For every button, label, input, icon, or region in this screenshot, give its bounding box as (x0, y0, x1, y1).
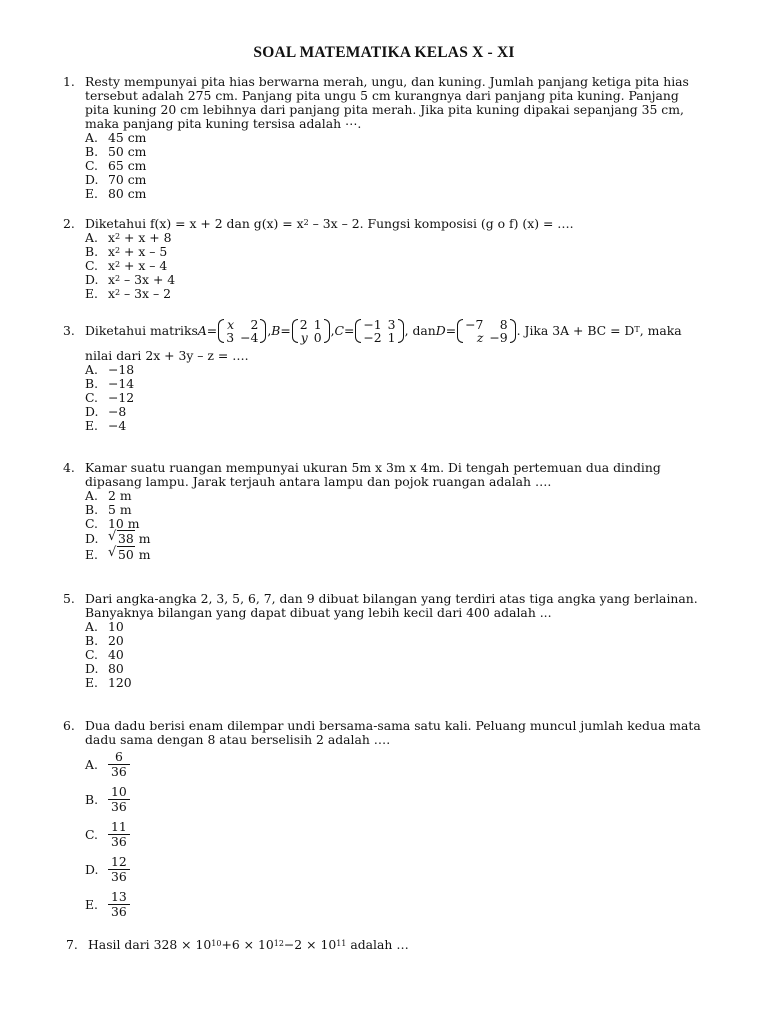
option-letter: C. (85, 390, 98, 405)
option-value: 80 cm (108, 186, 147, 201)
option-value: 10 m (108, 516, 140, 531)
option-d[interactable] (85, 273, 703, 287)
question-number: 7. (66, 937, 78, 952)
question-5 (63, 592, 703, 690)
option-d[interactable] (85, 405, 703, 419)
comma: , (267, 323, 272, 338)
option-c[interactable] (85, 648, 703, 662)
option-value: √ 38 m (108, 529, 151, 546)
option-value: 5 m (108, 502, 132, 517)
option-a[interactable] (85, 131, 703, 145)
text-part: . Jika 3A + BC = $D^T$, maka (516, 323, 682, 338)
text-part: – 3x – 2. Fungsi komposisi (g o f) (x) = …. (308, 216, 574, 231)
matrix-name: B (271, 323, 281, 338)
option-c[interactable] (85, 517, 703, 531)
option-e[interactable] (85, 547, 703, 563)
text-part: Diketahui f(x) = x + 2 dan g(x) = x (85, 216, 304, 231)
option-letter: E. (85, 186, 98, 201)
option-value: 2 m (108, 488, 132, 503)
option-letter: C. (85, 647, 98, 662)
equals-sign: = (445, 323, 457, 338)
option-value: 10 (108, 619, 124, 634)
equals-sign: = (280, 323, 291, 338)
option-list (85, 231, 703, 301)
option-letter: D. (85, 404, 99, 419)
text-part: , dan (404, 323, 436, 338)
fraction: $\frac{13}{36}$ (108, 890, 130, 919)
matrix-a: x 2 3 −4 (218, 318, 266, 344)
equals-sign: = (206, 323, 218, 338)
option-value: √ 50 m (108, 545, 151, 562)
option-d[interactable] (85, 852, 703, 887)
option-letter: B. (85, 244, 99, 259)
question-2 (63, 217, 703, 301)
option-value: 65 cm (108, 158, 147, 173)
option-e[interactable] (85, 187, 703, 201)
option-list (85, 747, 703, 922)
question-text: Dua dadu berisi enam dilempar undi bersama-sama satu kali. Peluang muncul jumlah kedua mata dadu sama dengan 8 atau berselisih 2 adalah …. (85, 718, 701, 747)
option-c[interactable] (85, 817, 703, 852)
option-letter: B. (85, 502, 99, 517)
option-letter: E. (85, 675, 98, 690)
option-d[interactable] (85, 173, 703, 187)
text-part: Hasil dari (88, 937, 154, 952)
option-list (85, 363, 703, 433)
option-letter: B. (85, 633, 99, 648)
option-value: $x^2 - 3x - 2$ (108, 286, 171, 301)
option-value: 20 (108, 633, 124, 648)
option-e[interactable] (85, 419, 703, 433)
option-letter: D. (85, 172, 99, 187)
option-letter: D. (85, 272, 99, 287)
question-4 (63, 461, 703, 563)
fraction: $\frac{6}{36}$ (108, 750, 130, 779)
option-letter: B. (85, 791, 99, 807)
option-letter: A. (85, 619, 98, 634)
option-value: 70 cm (108, 172, 147, 187)
matrix-name: C (334, 323, 345, 338)
matrix-b: 2 1 y 0 (292, 318, 330, 344)
option-d[interactable] (85, 662, 703, 676)
option-e[interactable] (85, 676, 703, 690)
option-a[interactable] (85, 489, 703, 503)
option-value: 45 cm (108, 130, 147, 145)
equals-sign: = (344, 323, 355, 338)
option-letter: E. (85, 547, 98, 562)
option-e[interactable] (85, 287, 703, 301)
option-value: $x^2 - 3x + 4$ (108, 272, 176, 287)
option-letter: D. (85, 861, 99, 877)
option-value: 50 cm (108, 144, 147, 159)
option-letter: B. (85, 376, 99, 391)
option-letter: A. (85, 756, 98, 772)
math-expression: $328 \times 10^{10}+6 \times 10^{12}-2 \times 10^{11}$ (153, 937, 347, 952)
option-letter: C. (85, 826, 98, 842)
question-text-line2: nilai dari 2x + 3y – z = …. (85, 348, 249, 363)
question-text: Dari angka-angka 2, 3, 5, 6, 7, dan 9 dibuat bilangan yang terdiri atas tiga angka yang berlainan. Banyaknya bilangan yang dapat dibuat yang lebih kecil dari 400 adalah ... (85, 591, 698, 620)
option-letter: E. (85, 418, 98, 433)
question-7 (66, 938, 706, 952)
option-value: $x^2 + x - 5$ (108, 244, 168, 259)
fraction: $\frac{10}{36}$ (108, 785, 130, 814)
question-text (88, 938, 706, 952)
option-a[interactable] (85, 620, 703, 634)
matrix-name: D (435, 323, 446, 338)
option-c[interactable] (85, 259, 703, 273)
question-number: 1. (63, 74, 75, 89)
question-3 (63, 316, 703, 433)
option-value: −8 (108, 404, 127, 419)
question-number: 4. (63, 460, 75, 475)
option-list (85, 620, 703, 690)
option-b[interactable] (85, 503, 703, 517)
option-letter: D. (85, 531, 99, 546)
option-c[interactable] (85, 159, 703, 173)
option-value: −12 (108, 390, 135, 405)
text-part: adalah … (346, 937, 409, 952)
option-d[interactable] (85, 531, 703, 547)
document-title: SOAL MATEMATIKA KELAS X - XI (253, 44, 515, 61)
question-text (85, 316, 703, 346)
option-letter: C. (85, 158, 98, 173)
question-number: 3. (63, 323, 75, 338)
option-e[interactable] (85, 887, 703, 922)
option-b[interactable] (85, 782, 703, 817)
option-letter: B. (85, 144, 99, 159)
option-letter: A. (85, 362, 98, 377)
option-value: −4 (108, 418, 127, 433)
superscript: 2 (303, 218, 309, 227)
option-letter: D. (85, 661, 99, 676)
option-value: 120 (108, 675, 132, 690)
option-a[interactable] (85, 363, 703, 377)
option-b[interactable] (85, 145, 703, 159)
option-letter: C. (85, 516, 98, 531)
matrix-c: −1 3 −2 1 (355, 318, 403, 344)
option-list (85, 489, 703, 563)
fraction: $\frac{11}{36}$ (108, 820, 130, 849)
question-number: 6. (63, 718, 75, 733)
option-a[interactable] (85, 747, 703, 782)
option-a[interactable] (85, 231, 703, 245)
option-letter: C. (85, 258, 98, 273)
option-c[interactable] (85, 391, 703, 405)
comma: , (330, 323, 335, 338)
option-letter: E. (85, 896, 98, 912)
text-part: Diketahui matriks (85, 323, 198, 338)
option-letter: E. (85, 286, 98, 301)
matrix-d: −7 8 z −9 (457, 318, 516, 344)
option-value: 40 (108, 647, 124, 662)
option-letter: A. (85, 230, 98, 245)
option-letter: A. (85, 488, 98, 503)
question-text (85, 217, 703, 231)
option-b[interactable] (85, 634, 703, 648)
option-value: $x^2 + x + 8$ (108, 230, 172, 245)
option-value: −14 (108, 376, 135, 391)
option-value: $x^2 + x - 4$ (108, 258, 168, 273)
question-1 (63, 75, 703, 201)
question-6 (63, 719, 703, 922)
option-b[interactable] (85, 245, 703, 259)
option-value: 80 (108, 661, 124, 676)
option-b[interactable] (85, 377, 703, 391)
question-text: Resty mempunyai pita hias berwarna merah, ungu, dan kuning. Jumlah panjang ketiga pita hias tersebut adalah 275 cm. Panjang pita ungu 5 cm kurangnya dari panjang pita kuning. Panjang pita kuning 20 cm lebihnya dari panjang pita merah. Jika pita kuning dipakai sepanjang 35 cm, maka panjang pita kuning tersisa adalah ⋯. (85, 74, 689, 131)
matrix-name: A (197, 323, 207, 338)
question-text: Kamar suatu ruangan mempunyai ukuran 5m x 3m x 4m. Di tengah pertemuan dua dinding dipasang lampu. Jarak terjauh antara lampu dan pojok ruangan adalah …. (85, 460, 661, 489)
option-list (85, 131, 703, 201)
option-value: −18 (108, 362, 135, 377)
fraction: $\frac{12}{36}$ (108, 855, 130, 884)
question-number: 2. (63, 216, 75, 231)
option-letter: A. (85, 130, 98, 145)
question-number: 5. (63, 591, 75, 606)
